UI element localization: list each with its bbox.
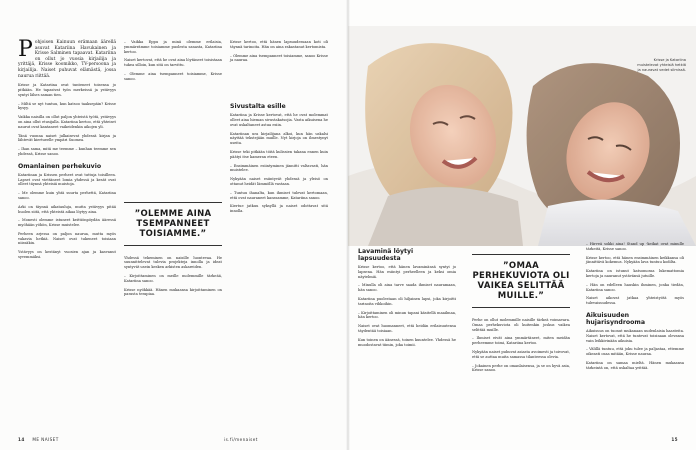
body-paragraph: – Olemme aina tsempanneet toisiamme, sanoo Krisse ja nauraa. — [230, 53, 328, 63]
right-page — [348, 0, 696, 450]
body-paragraph: Perhe on ollut molemmille naisille tärkeä voimavara. Omaa perhekuviota oli kuitenkin joskus vaikea selittää muille. — [472, 318, 570, 332]
body-paragraph: Aikuisuus on tuonut mukanaan uudenlaisia haasteita. Naiset kertovat, että he tuntevat toisinaan olevansa vain leikkivinään aikuisia. — [586, 328, 684, 343]
body-paragraph: Vaikka naisilla on ollut paljon yhteistä työtä, ystävyys on aina ollut etusijalla. Katariina kertoo, että yhteiset naurut ovat kantaneet vaikeidenkin aikojen yli. — [18, 115, 116, 129]
magazine-name: ME NAISET — [32, 437, 59, 442]
body-paragraph: – Me olemme kuin yhtä suurta perhettä, Katariina sanoo. — [18, 191, 116, 200]
right-column-1 — [358, 242, 456, 351]
pull-quote: ”OLEMME AINA TSEMPANNEET TOISIAMME.” — [124, 202, 222, 246]
body-paragraph: Krisse nyökkää. Hänen mukaansa kirjoittaminen on parasta terapiaa. — [124, 287, 222, 297]
right-column-3 — [586, 242, 684, 375]
section-heading: Sivustalta esille — [230, 103, 286, 111]
lead-paragraph: Pohjoisen Kainuun erämaan äärellä asuvat Katariina Havukainen ja Krisse Salminen tapaavat. Katariina on ollut jo vuosia kirjailija ja yrittäjä, Krisse koomikko, TV-persoona ja kirjailija. Naiset puhuvat elämästä, jossa naurua riittää. — [18, 37, 116, 79]
body-paragraph: Kiertue jatkuu syksyllä ja naiset odottavat sitä innolla. — [230, 204, 328, 214]
pull-quote: ”OMAA PERHEKUVIOTA OLI VAIKEA SELITTÄÄ MUILLE.” — [472, 254, 570, 308]
body-paragraph: – Vaikka Eppu ja minä olemme erilaisia, ymmärrämme toisiamme puolesta sanasta, Katariina kertoo. — [124, 40, 222, 54]
body-paragraph: Naiset kertovat, että he ovat aina löytäneet toisistaan tukea silloin, kun sitä on tarvittu. — [124, 58, 222, 68]
body-paragraph: Ystävyys on kestänyt vuosien ajan ja kasvanut syvemmäksi. — [18, 250, 116, 260]
body-paragraph: – Hirveä sokki aina! Stand up -keikat ovat minulle tärkeitä, Krisse sanoo. — [586, 242, 684, 251]
body-paragraph: – Miltä se nyt tuntuu, kun katsoo taaksepäin? Krisse kysyy. — [18, 101, 116, 111]
body-paragraph: Katariinan ura kirjailijana alkoi, kun hän uskalsi näyttää tekstejään muille. Nyt kirjoja on ilmestynyt useita. — [230, 131, 328, 146]
body-paragraph: – Minulla oli aina tarve saada ihmiset nauramaan, hän sanoo. — [358, 283, 456, 293]
body-paragraph: Naiset ovat huomanneet, että heidän erilaisuutensa täydentää toisiaan. — [358, 324, 456, 333]
body-paragraph: – Tuntuu ihanalta, kun ihmiset tulevat kertomaan, että ovat nauraneet kanssamme, Katariina sanoo. — [230, 190, 328, 200]
body-paragraph: Krisse teki pitkään töitä kulissien takana ennen kuin päätyi itse kameran eteen. — [230, 149, 328, 159]
body-paragraph: Nykyään naiset puhuvat asiasta avoimesti ja toivovat, että se auttaa muita samassa tilanteessa olevia. — [472, 349, 570, 359]
body-paragraph: – Kirjoittaminen on meille molemmille tärkeää, Katariina sanoo. — [124, 273, 222, 283]
photo-caption: Krisse ja Katariina muistelevat yhteisiä hetkiä ja nauravat vedet silmissä. — [637, 58, 686, 72]
section-heading: Omanlainen perhekuvio — [18, 162, 102, 170]
body-paragraph: Tänä vuonna naiset julkaisevat yhdessä kirjan ja lähtevät kiertueelle ympäri Suomea. — [18, 133, 116, 143]
body-paragraph: – Monesti olemme istuneet keittiönpöydän ääressä myöhään yöhön, Krisse muistelee. — [18, 218, 116, 228]
body-paragraph: – Kirjoittaminen oli minun tapani käsitellä maailmaa, hän kertoo. — [358, 310, 456, 320]
body-paragraph: Krisse ja Katariina ovat tunteneet toisensa jo pitkään. He tapasivat työn merkeissä ja ystävyys syntyi lähes saman tien. — [18, 83, 116, 97]
body-paragraph: – Jokainen perhe on omanlaisensa, ja se on hyvä asia, Krisse sanoo. — [472, 363, 570, 373]
body-paragraph: Katariina on samaa mieltä. Hänen mukaansa tärkeintä on, että uskaltaa yrittää. — [586, 360, 684, 370]
body-paragraph: Krisse kertoo, että hänen lavaminänsä syntyi jo lapsena. Hän esiintyi perheelleen ja keksi omia näytelmiä. — [358, 265, 456, 279]
body-paragraph: Perheen arjessa on paljon naurua, mutta myös vakavia hetkiä. Naiset ovat tukeneet toisiaan niissäkin. — [18, 231, 116, 246]
body-paragraph: Katariinan ja Krissen perheet ovat tuttuja toisilleen. Lapset ovat viettäneet lomia yhdessä ja kesät ovat olleet täynnä yhteisiä muistoja. — [18, 172, 116, 187]
body-paragraph: – Välillä tuntuu, että joku tulee ja paljastaa, ettemme oikeasti osaa mitään, Krisse nauraa. — [586, 347, 684, 357]
body-paragraph: Yhdessä tekeminen on naisille luontevaa. He suunnittelevat tulevia projekteja innolla ja ideat syntyvät usein kesken arkisten askareiden. — [124, 255, 222, 270]
body-paragraph: Katariina ja Krisse kertovat, että he ovat molemmat olleet aina hieman sivustakatsojia. Vasta aikuisena he ovat uskaltaneet astua esiin. — [230, 113, 328, 127]
body-paragraph: Naiset aikovat jatkaa yhteistyötä myös tulevaisuudessa. — [586, 296, 684, 306]
body-paragraph: – Ihmiset eivät aina ymmärtäneet, miten meidän perheemme toimi, Katariina kertoo. — [472, 336, 570, 346]
magazine-url: is.fi/menaiset — [224, 437, 258, 442]
section-heading: Aikuisuuden hujarisyndrooma — [586, 311, 646, 326]
body-paragraph: – Olemme aina tsempanneet toisiamme, Krisse sanoo. — [124, 71, 222, 81]
body-paragraph: – Hän on edelleen hauskin ihminen, jonka tiedän, Katariina sanoo. — [586, 282, 684, 292]
right-column-2 — [472, 248, 570, 377]
body-paragraph: – Ihan sama, mitä me teemme – kunhan teemme sen yhdessä, Krisse sanoo. — [18, 147, 116, 156]
body-paragraph: Nykyään naiset esiintyvät yhdessä ja yleisö on ottanut heidät lämmöllä vastaan. — [230, 177, 328, 186]
page-number: 15 — [671, 437, 678, 442]
body-paragraph: Arki on täynnä aikatauluja, mutta ystävyys pitää huolen siitä, että yhteistä aikaa löytyy aina. — [18, 204, 116, 214]
drop-cap: P — [18, 37, 33, 62]
left-folio — [18, 437, 59, 442]
left-column-2 — [124, 40, 222, 301]
page-number: 14 — [18, 437, 25, 442]
page-gutter — [346, 0, 350, 450]
body-paragraph: Kun toinen on äänessä, toinen kuuntelee. Yhdessä he muodostavat tiimin, joka toimii. — [358, 337, 456, 347]
body-paragraph: – Ensimmäinen esiintyminen jännitti valtavasti, hän muistelee. — [230, 163, 328, 173]
body-paragraph: Krisse kertoo, että hänen ensimmäinen keikkansa oli jännittävä kokemus. Nykyään lava tuntuu kodilta. — [586, 255, 684, 265]
left-column-3 — [230, 40, 328, 218]
right-folio — [671, 437, 684, 442]
section-heading: Lavaminä löytyi lapsuudesta — [358, 248, 414, 262]
body-paragraph: Katariina puolestaan oli hiljainen lapsi, joka kirjoitti tarinoita vihkoihin. — [358, 296, 456, 306]
body-paragraph: Katariina on istunut katsomossa lukemattomia kertoja ja nauranut ystävänsä jutuille. — [586, 269, 684, 278]
body-paragraph: Krisse kertoo, että hänen lapsuudessaan koti oli täynnä tarinoita. Hän on aina rakastanut kertomista. — [230, 40, 328, 49]
left-column-1 — [18, 37, 116, 264]
